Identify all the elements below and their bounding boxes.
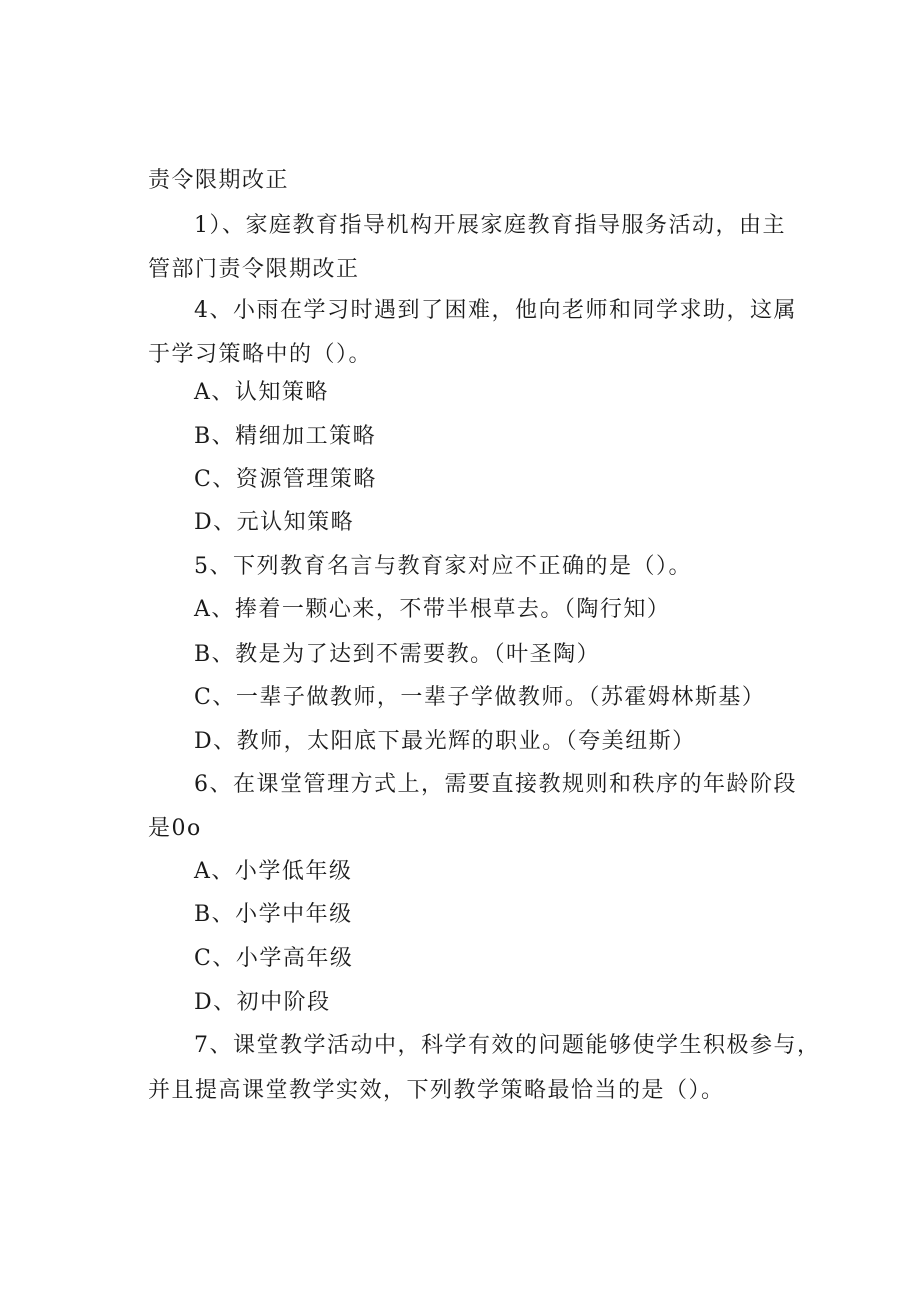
text-line-continuation: 责令限期改正	[148, 168, 290, 193]
question-6-option-d: D、初中阶段	[194, 990, 331, 1015]
question-5-stem: 5、下列教育名言与教育家对应不正确的是（）。	[194, 554, 692, 579]
question-6-stem: 6、在课堂管理方式上，需要直接教规则和秩序的年龄阶段	[194, 772, 797, 797]
question-5-option-d: D、教师，太阳底下最光辉的职业。（夸美纽斯）	[194, 729, 696, 754]
question-4-option-c: C、资源管理策略	[194, 467, 377, 492]
question-7-stem-cont: 并且提高课堂教学实效，下列教学策略最恰当的是（）。	[148, 1078, 725, 1103]
question-4-option-a: A、认知策略	[194, 380, 329, 405]
question-5-option-a: A、捧着一颗心来，不带半根草去。（陶行知）	[194, 597, 671, 622]
text-line-item-1: 1）、家庭教育指导机构开展家庭教育指导服务活动，由主	[194, 213, 786, 238]
question-6-option-c: C、小学高年级	[194, 946, 354, 971]
question-4-stem-cont: 于学习策略中的（）。	[148, 342, 373, 367]
text-line-item-1-cont: 管部门责令限期改正	[148, 257, 360, 282]
question-4-stem: 4、小雨在学习时遇到了困难，他向老师和同学求助，这属	[194, 298, 797, 323]
question-7-stem: 7、课堂教学活动中，科学有效的问题能够使学生积极参与，	[194, 1033, 821, 1058]
question-6-stem-cont: 是0o	[148, 816, 202, 841]
question-6-option-a: A、小学低年级	[194, 859, 353, 884]
question-5-option-c: C、一辈子做教师，一辈子学做教师。（苏霍姆林斯基）	[194, 685, 766, 710]
question-6-option-b: B、小学中年级	[194, 902, 353, 927]
question-5-option-b: B、教是为了达到不需要教。（叶圣陶）	[194, 642, 601, 667]
question-4-option-d: D、元认知策略	[194, 510, 355, 535]
question-4-option-b: B、精细加工策略	[194, 424, 377, 449]
